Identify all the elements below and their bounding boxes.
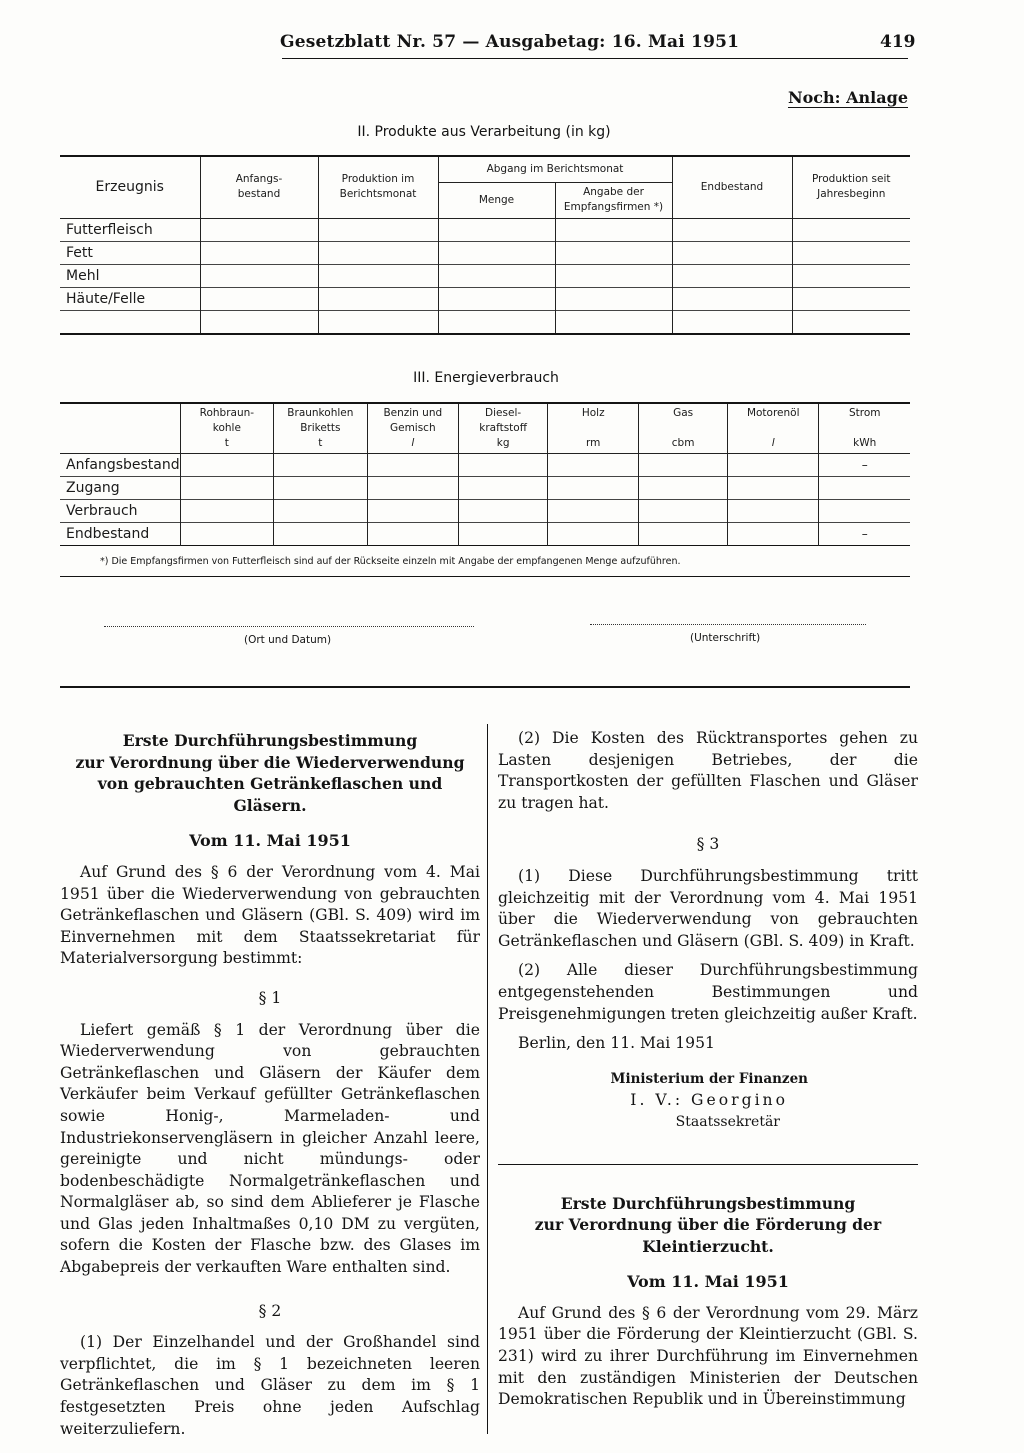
row-label: Anfangsbestand <box>60 453 180 476</box>
header-rule <box>282 58 908 59</box>
energy-col: Benzin und Gemisch l <box>367 403 458 453</box>
section-rule <box>498 1164 918 1165</box>
energy-col: Strom kWh <box>819 403 910 453</box>
table-row <box>60 264 910 287</box>
products-table-title: II. Produkte aus Verarbeitung (in kg) <box>357 124 611 140</box>
col-erzeugnis: Erzeugnis <box>60 156 200 218</box>
footnote: *) Die Empfangsfirmen von Futterfleisch sind auf der Rückseite einzeln mit Angabe der empfangenen Menge aufzuführen. <box>100 556 681 567</box>
energy-table <box>60 402 910 546</box>
signature-caption: (Unterschrift) <box>690 632 761 644</box>
energy-col: Gas cbm <box>639 403 728 453</box>
paragraph-text: (2) Alle dieser Durchführungsbestimmung entgegenstehenden Bestimmungen und Preisgenehmigungen treten gleichzeitig außer Kraft. <box>498 961 918 1023</box>
col-angabe: Angabe der Empfangsfirmen *) <box>555 182 672 218</box>
energy-table-title: III. Energieverbrauch <box>413 370 559 386</box>
footnote-rule <box>60 576 910 577</box>
place-date-caption: (Ort und Datum) <box>244 634 332 646</box>
col-endbestand: Endbestand <box>672 156 792 218</box>
col-menge: Menge <box>438 182 555 218</box>
row-label: Futterfleisch <box>60 218 200 241</box>
decree-title: Erste Durchführungsbestimmung zur Verordnung über die Förderung der Kleintierzucht. <box>534 1193 882 1256</box>
row-label: Verbrauch <box>60 499 180 522</box>
ministry: Ministerium der Finanzen <box>610 1070 808 1087</box>
place-date-line <box>104 626 474 627</box>
column-divider <box>487 724 488 1434</box>
energy-col: Diesel- kraftstoff kg <box>458 403 547 453</box>
paragraph-heading: § 3 <box>696 835 720 854</box>
table-row <box>60 241 910 264</box>
table-row <box>60 287 910 310</box>
gazette-header: Gesetzblatt Nr. 57 — Ausgabetag: 16. Mai 1951 <box>280 32 740 52</box>
col-anfangsbestand: Anfangs- bestand <box>200 156 318 218</box>
col-produktion-jahr: Produktion seit Jahresbeginn <box>792 156 910 218</box>
signature-line <box>590 624 866 625</box>
table-row <box>60 218 910 241</box>
decree-date: Vom 11. Mai 1951 <box>627 1272 789 1292</box>
page-number: 419 <box>880 32 916 52</box>
decree-date: Vom 11. Mai 1951 <box>189 831 351 851</box>
table-row <box>60 310 910 334</box>
signatory-title: Staatssekretär <box>675 1113 780 1130</box>
table-row <box>60 499 910 522</box>
paragraph-heading: § 1 <box>258 988 282 1007</box>
decree-intro: Auf Grund des § 6 der Verordnung vom 29. März 1951 über die Förderung der Kleintierzucht (GBl. S. 231) wird zu ihrer Durchführung im Einvernehmen mit den zuständigen Ministerien der Deutschen Demokratischen Republik und in Übereinstimmung <box>498 1303 918 1409</box>
row-label <box>60 310 200 334</box>
col-abgang: Abgang im Berichtsmonat <box>438 156 672 182</box>
signatory: I. V.: Georgino <box>630 1091 788 1110</box>
paragraph-heading: § 2 <box>258 1301 282 1320</box>
table-row: Endbestand – <box>60 522 910 545</box>
energy-col: Rohbraun- kohle t <box>180 403 273 453</box>
row-label: Häute/Felle <box>60 287 200 310</box>
paragraph-text: (2) Die Kosten des Rücktransportes gehen zu Lasten desjenigen Betriebes, der die Transportkosten der gefüllten Flaschen und Gläser zu tragen hat. <box>498 729 918 812</box>
row-label: Zugang <box>60 476 180 499</box>
paragraph-text: (1) Der Einzelhandel und der Großhandel sind verpflichtet, die im § 1 bezeichneten leeren Getränkeflaschen und Gläser zu dem im § 1 festgesetzten Preis ohne jeden Aufschlag weiterzuliefern. <box>60 1333 480 1438</box>
paragraph-text: Liefert gemäß § 1 der Verordnung über die Wiederverwendung von gebrauchten Getränkeflaschen und Gläsern der Käufer dem Verkäufer beim Verkauf gefüllter Getränkeflaschen sowie Honig-, Marmeladen- und Industriekonservengläsern in gleicher Anzahl leere, gereinigte und nicht mündungs- oder bodenbeschädigte Normalgetränkeflaschen und Normalgläser ab, so sind dem Ablieferer je Flasche und Glas jeden Inhaltmaßes 0,10 DM zu vergüten, sofern die Kosten der Flasche bzw. des Glases im Abgabepreis der verkauften Ware enthalten sind. <box>60 1020 480 1277</box>
energy-col: Motorenöl l <box>728 403 819 453</box>
energy-corner <box>60 403 180 453</box>
place-date: Berlin, den 11. Mai 1951 <box>518 1034 715 1053</box>
energy-col: Braunkohlen Briketts t <box>274 403 368 453</box>
decree-title: Erste Durchführungsbestimmung zur Verordnung über die Wiederverwendung von gebrauchten Getränkeflaschen und Gläsern. <box>75 731 465 815</box>
table-row <box>60 476 910 499</box>
right-column <box>498 728 918 1411</box>
energy-col: Holz rm <box>548 403 639 453</box>
left-column <box>60 730 480 1440</box>
row-label: Endbestand <box>60 522 180 545</box>
col-produktion-monat: Produktion im Berichtsmonat <box>318 156 438 218</box>
paragraph-text: (1) Diese Durchführungsbestimmung tritt gleichzeitig mit der Verordnung vom 4. Mai 1951 über die Wiederverwendung von gebrauchten Getränkeflaschen und Gläsern (GBl. S. 409) in Kraft. <box>498 866 918 950</box>
row-label: Fett <box>60 241 200 264</box>
decree-intro: Auf Grund des § 6 der Verordnung vom 4. Mai 1951 über die Wiederverwendung von gebrauchten Getränkeflaschen und Gläsern (GBl. S. 409) wird im Einvernehmen mit dem Staatssekretariat für Materialversorgung bestimmt: <box>60 862 480 968</box>
row-label: Mehl <box>60 264 200 287</box>
table-row: Anfangsbestand – <box>60 453 910 476</box>
form-end-rule <box>60 686 910 688</box>
products-table <box>60 155 910 335</box>
annex-label: Noch: Anlage <box>787 88 908 107</box>
